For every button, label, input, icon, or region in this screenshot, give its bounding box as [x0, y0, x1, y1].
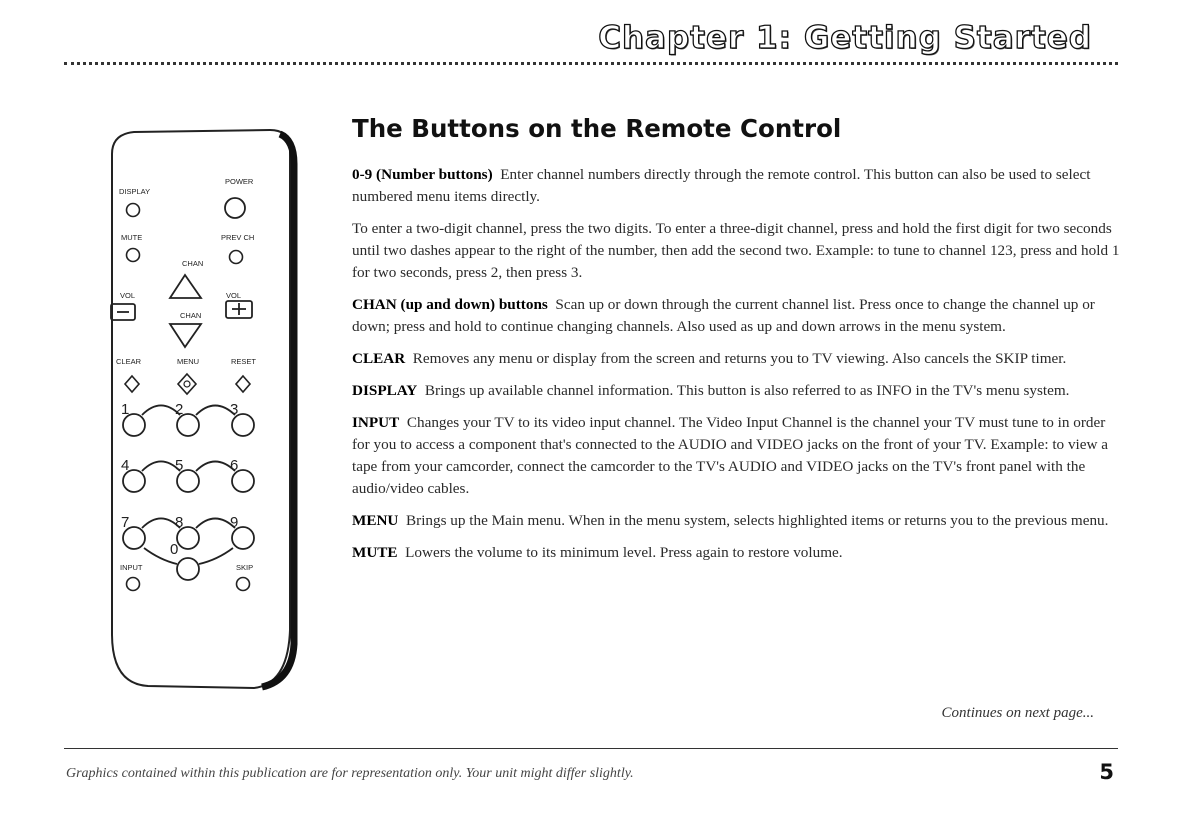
arc-0-skip [199, 548, 233, 564]
vol-left-label: VOL [120, 291, 136, 300]
chapter-title: Chapter 1: Getting Started [598, 20, 1092, 56]
digit-1-label: 1 [121, 401, 130, 418]
digit-7-label: 7 [121, 514, 130, 531]
header-rule [64, 62, 1118, 65]
remote-control-illustration [104, 124, 292, 690]
digit-5-label: 5 [175, 457, 184, 474]
footer-disclaimer: Graphics contained within this publication are for representation only. Your unit might differ slightly. [66, 766, 634, 781]
description-number-buttons: Enter channel numbers directly through the remote control. This button can also be used to select numbered menu items directly. [352, 166, 1091, 205]
digit-0-label: 0 [170, 541, 179, 558]
menu-button [178, 374, 196, 394]
remote-control-drawing [104, 124, 292, 690]
footer-rule [64, 748, 1118, 749]
display-button [127, 204, 140, 217]
digit-3-label: 3 [230, 401, 239, 418]
digit-4-label: 4 [121, 457, 130, 474]
mute-button [127, 249, 140, 262]
skip-button [237, 578, 250, 591]
power-label: POWER [225, 177, 254, 186]
term-mute: MUTE [352, 544, 398, 561]
paragraph-menu [352, 510, 1122, 532]
clear-label: CLEAR [116, 357, 142, 366]
continues-note: Continues on next page... [941, 705, 1094, 721]
reset-button [236, 376, 250, 392]
menu-label: MENU [177, 357, 200, 366]
chan-down-button [170, 324, 201, 347]
chan-down-label: CHAN [180, 311, 202, 320]
paragraph-clear [352, 348, 1122, 370]
paragraph-chan [352, 294, 1122, 338]
vol-right-label: VOL [226, 291, 242, 300]
description-mute: Lowers the volume to its minimum level. Press again to restore volume. [405, 544, 843, 561]
paragraph-multi-digit [352, 218, 1122, 284]
paragraph-number-buttons [352, 164, 1122, 208]
number-keypad [123, 414, 254, 580]
skip-label: SKIP [236, 563, 254, 572]
digit-9-label: 9 [230, 514, 239, 531]
digit-2-label: 2 [175, 401, 184, 418]
paragraph-input [352, 412, 1122, 500]
term-clear: CLEAR [352, 350, 406, 367]
reset-label: RESET [231, 357, 257, 366]
description-menu: Brings up the Main menu. When in the menu system, selects highlighted items or returns you to the previous menu. [406, 512, 1109, 529]
description-display: Brings up available channel information. This button is also referred to as INFO in the TV's menu system. [424, 382, 1070, 399]
power-button [225, 198, 245, 218]
digit-0-button [177, 558, 199, 580]
section-title: The Buttons on the Remote Control [352, 114, 842, 143]
description-chan: Scan up or down through the current channel list. Press once to change the channel up or down; press and hold to continue changing channels. Also used as up and down arrows in the menu system. [352, 296, 1095, 335]
digit-arcs [142, 406, 235, 565]
button-descriptions [352, 164, 1122, 574]
term-input: INPUT [352, 414, 400, 431]
chan-up-button [170, 275, 201, 298]
paragraph-display [352, 380, 1122, 402]
description-input: Changes your TV to its video input channel. The Video Input Channel is the channel your TV must tune to in order for you to access a component that's connected to the AUDIO and VIDEO jacks on the front of your TV. Example: to view a tape from your camcorder, connect the camcorder to the TV's AUDIO and VIDEO jacks on the TV's front panel with the audio/video cables. [352, 414, 1109, 497]
display-label: DISPLAY [119, 187, 151, 196]
clear-button [125, 376, 139, 392]
description-multi-digit: To enter a two-digit channel, press the two digits. To enter a three-digit channel, press and hold the first digit for two seconds until two dashes appear to the right of the number, then add the second two. Example: to tune to channel 123, press and hold 1 for two seconds, press 2, then press 3. [352, 220, 1120, 281]
term-display: DISPLAY [352, 382, 418, 399]
digit-6-label: 6 [230, 457, 239, 474]
input-button [127, 578, 140, 591]
mute-label: MUTE [121, 233, 143, 242]
term-chan: CHAN (up and down) buttons [352, 296, 548, 313]
term-menu: MENU [352, 512, 399, 529]
menu-button-center [184, 381, 190, 387]
prev-ch-button [230, 251, 243, 264]
page-number: 5 [1099, 760, 1114, 784]
description-clear: Removes any menu or display from the screen and returns you to TV viewing. Also cancels the SKIP timer. [412, 350, 1067, 367]
chan-up-label: CHAN [182, 259, 204, 268]
digit-8-label: 8 [175, 514, 184, 531]
prev-ch-label: PREV CH [221, 233, 255, 242]
paragraph-mute [352, 542, 1122, 564]
term-number-buttons: 0-9 (Number buttons) [352, 166, 493, 183]
input-label: INPUT [120, 563, 143, 572]
